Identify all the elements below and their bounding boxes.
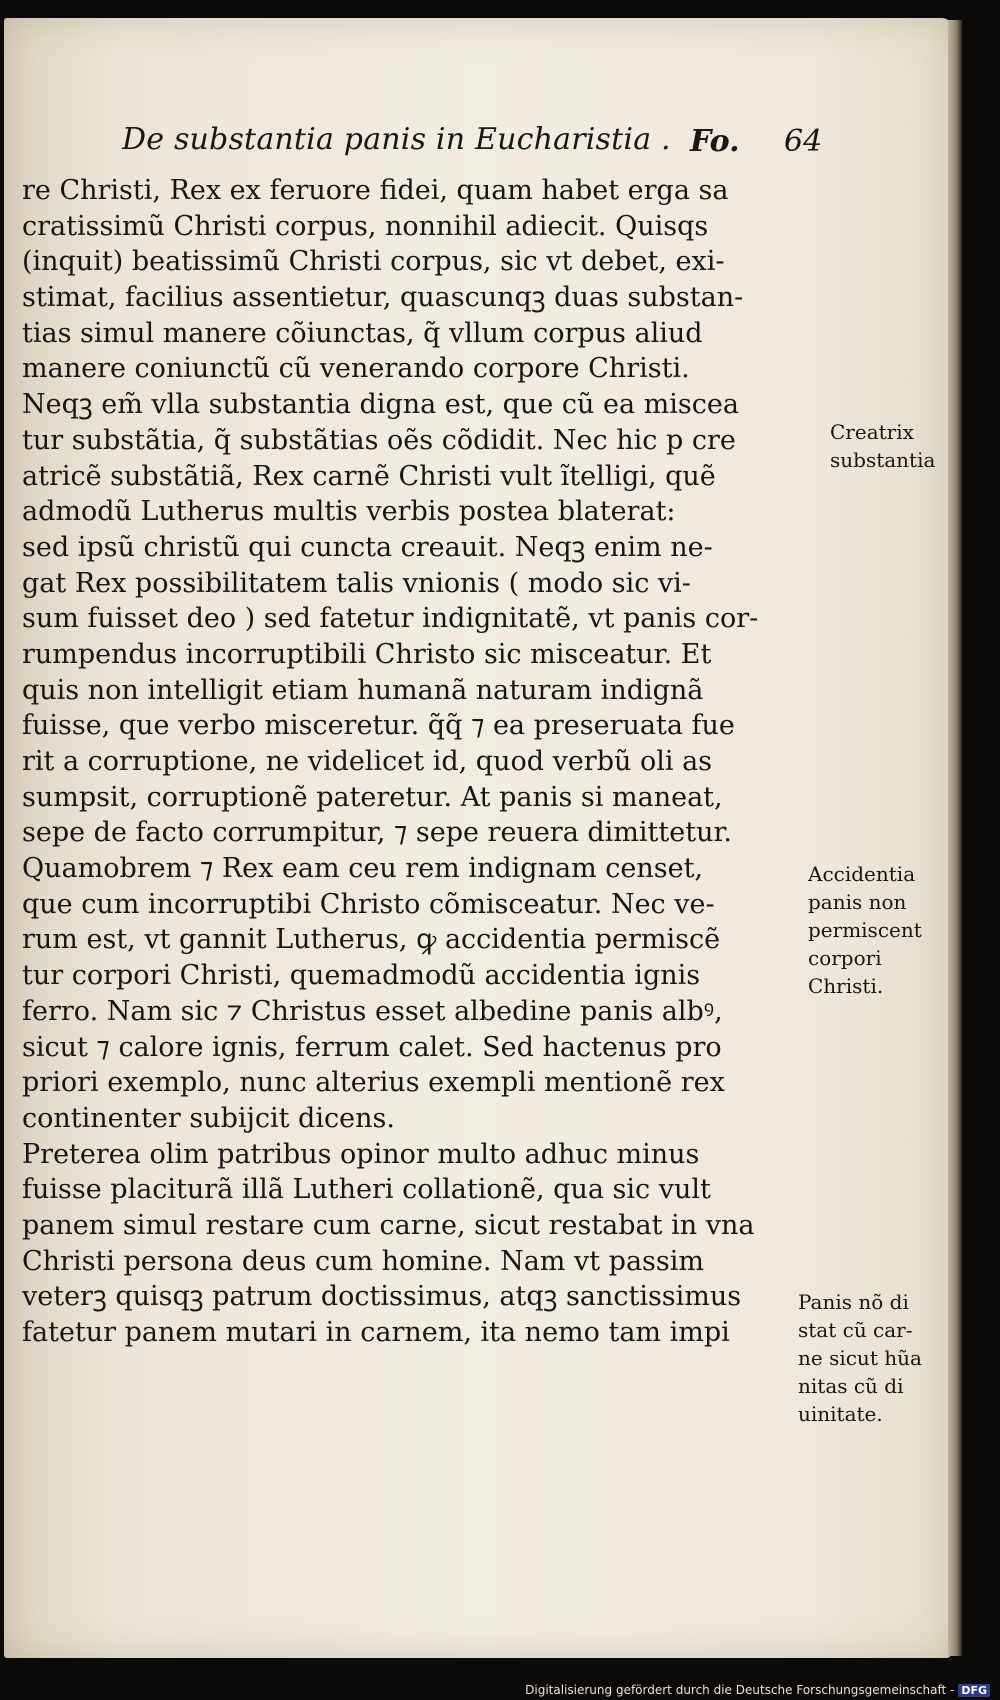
credit-text: Digitalisierung gefördert durch die Deutsche Forschungsgemeinschaft - (525, 1683, 955, 1697)
text-line: sepe de facto corrumpitur, ⁊ sepe reuera dimittetur. (22, 817, 732, 849)
text-line: Quamobrem ⁊ Rex eam ceu rem indignam censet, (22, 853, 704, 885)
text-line: gat Rex possibilitatem talis vnionis ( modo sic vi- (22, 567, 691, 599)
text-line: tias simul manere cõiunctas, q̃ vllum corpus aliud (22, 317, 703, 349)
text-line: Christi persona deus cum homine. Nam vt passim (22, 1245, 704, 1277)
marginal-line: Christi. (808, 974, 884, 998)
folio-number: 64 (784, 124, 823, 159)
text-line: fuisse placiturã illã Lutheri collationẽ, qua sic vult (22, 1174, 711, 1206)
text-line: panem simul restare cum carne, sicut restabat in vna (22, 1209, 755, 1241)
marginal-line: corpori (808, 946, 882, 970)
text-line: quis non intelligit etiam humanã naturam indignã (22, 674, 704, 706)
text-line: rumpendus incorruptibili Christo sic misceatur. Et (22, 638, 712, 670)
text-line: sicut ⁊ calore ignis, ferrum calet. Sed hactenus pro (22, 1031, 722, 1063)
marginal-note-panis (798, 1288, 922, 1428)
text-line: sum fuisset deo ) sed fatetur indignitatẽ, vt panis cor- (22, 603, 759, 635)
text-line: manere coniunctũ cũ venerando corpore Christi. (22, 353, 690, 385)
marginal-line: stat cũ car- (798, 1318, 913, 1342)
running-title: De substantia panis in Eucharistia . (122, 122, 671, 157)
text-line: rum est, vt gannit Lutherus, ꝙ accidentia permiscẽ (22, 924, 721, 956)
folio-label: Fo. (690, 124, 740, 159)
text-line: tur substãtia, q̃ substãtias oẽs cõdidit. Nec hic p cre (22, 424, 736, 456)
text-line: ferro. Nam sic ⁊ Christus esset albedine panis albꝰ, (22, 995, 723, 1027)
page-edge (948, 20, 962, 1656)
text-line: rit a corruptione, ne videlicet id, quod verbũ oli as (22, 746, 713, 777)
text-line: sed ipsũ christũ qui cuncta creauit. Neqꝫ enim ne- (22, 531, 713, 563)
dfg-logo: DFG (958, 1684, 990, 1697)
digitization-credit (525, 1683, 990, 1697)
text-line: continenter subijcit dicens. (22, 1102, 395, 1134)
marginal-line: Panis nõ di (798, 1290, 909, 1314)
book-page (4, 18, 952, 1658)
text-line: sumpsit, corruptionẽ pateretur. At panis si maneat, (22, 781, 723, 813)
marginal-line: permiscent (808, 918, 922, 942)
text-line: atricẽ substãtiã, Rex carnẽ Christi vult ĩtelligi, quẽ (22, 460, 716, 492)
marginal-note-accidentia (808, 860, 922, 1000)
page-header (4, 122, 952, 170)
marginal-line: substantia (830, 448, 936, 472)
marginal-line: ne sicut hũa (798, 1346, 922, 1370)
marginal-line: Accidentia (808, 862, 916, 886)
text-line: (inquit) beatissimũ Christi corpus, sic vt debet, exi- (22, 246, 725, 278)
text-line: veterꝫ quisqꝫ patrum doctissimus, atqꝫ sanctissimus (22, 1281, 742, 1313)
text-line: priori exemplo, nunc alterius exempli mentionẽ rex (22, 1067, 725, 1099)
marginal-line: Creatrix (830, 420, 914, 444)
marginal-note-creatrix (830, 418, 935, 474)
text-line: fatetur panem mutari in carnem, ita nemo tam impi (22, 1317, 730, 1348)
text-line: re Christi, Rex ex feruore fidei, quam habet erga sa (22, 175, 729, 206)
text-line: tur corpori Christi, quemadmodũ accidentia ignis (22, 960, 701, 992)
text-line: Neqꝫ em̃ vlla substantia digna est, que cũ ea miscea (22, 389, 739, 421)
text-line: stimat, facilius assentietur, quascunqꝫ duas substan- (22, 282, 744, 314)
marginal-line: uinitate. (798, 1402, 883, 1426)
marginal-line: panis non (808, 890, 907, 914)
text-line: que cum incorruptibi Christo cõmisceatur. Nec ve- (22, 888, 715, 920)
text-line: fuisse, que verbo misceretur. q̃q̃ ⁊ ea preseruata fue (22, 710, 735, 742)
text-line: Preterea olim patribus opinor multo adhuc minus (22, 1138, 700, 1170)
text-line: admodũ Lutherus multis verbis postea blaterat: (22, 496, 676, 528)
main-text-block (22, 173, 822, 1351)
text-line: cratissimũ Christi corpus, nonnihil adiecit. Quisqs (22, 210, 709, 242)
marginal-line: nitas cũ di (798, 1374, 904, 1398)
